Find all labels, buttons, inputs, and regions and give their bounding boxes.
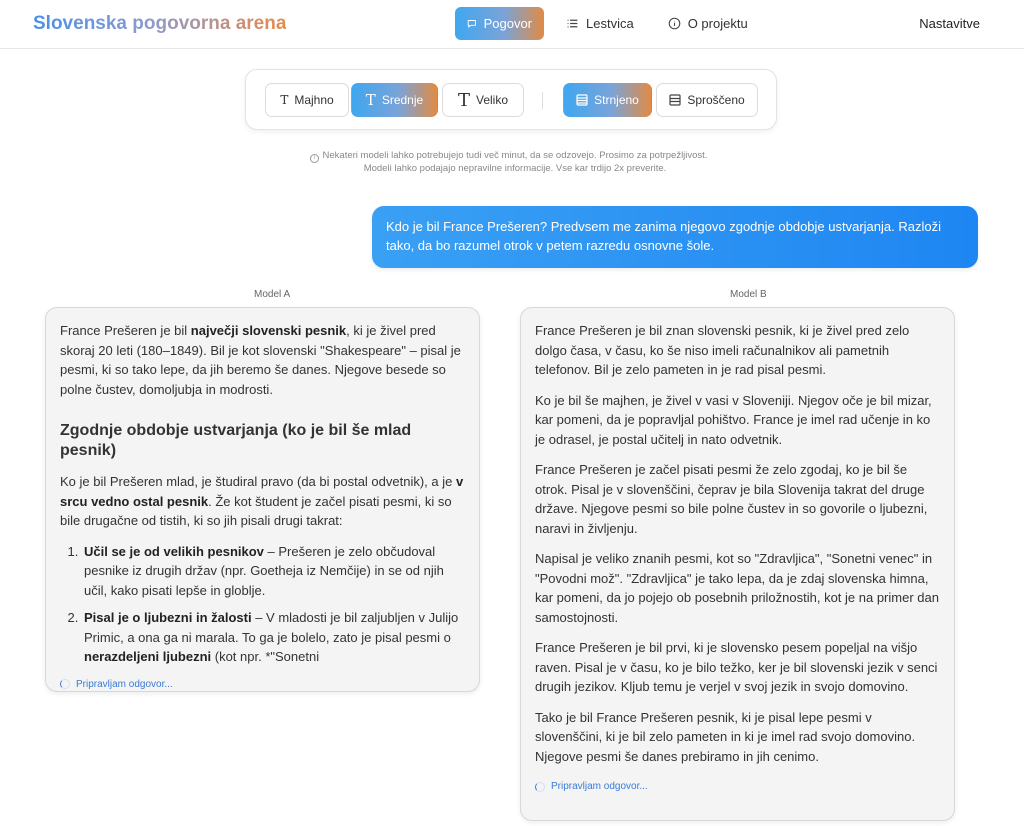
spinner-icon: [60, 679, 70, 689]
model-a-response-card: [45, 307, 480, 692]
text-size-icon: T: [457, 89, 470, 111]
response-paragraph: France Prešeren je bil prvi, ki je slovensko pesem popeljal na višjo raven. Pisal je v času, ko je bilo težko, ker je bil slovenski jezik v senci drugih jezikov. Kljub temu je verjel v svoj jezik in svojo domovino.: [535, 640, 938, 694]
response-paragraph: Napisal je veliko znanih pesmi, kot so "Zdravljica", "Sonetni venec" in "Povodni mož". "Zdravljica" je tako lepa, da je zdaj slovenska himna, kar pomeni, da jo pojejo ob posebnih priložnostih, kot je na primer dan samostojnosti.: [535, 551, 939, 625]
nav-tab-label: Pogovor: [483, 16, 532, 31]
chat-icon: [467, 17, 477, 30]
text-span: – V mladosti je bil zaljubljen v Julijo Primic, a ona ga ni marala. To ga je bolelo, zato je pisal pesmi o: [84, 610, 459, 645]
loading-indicator: [535, 777, 940, 797]
text-span: – Prešeren je zelo občudoval pesnike iz drugih držav (npr. Goetheja iz Nemčije) in se od njih učil, kako pisati lepše in globlje.: [84, 543, 444, 598]
main-nav: [455, 7, 770, 40]
list-icon: [566, 17, 579, 30]
model-b-response-card: [520, 307, 955, 821]
nav-tab-lestvica[interactable]: [554, 7, 646, 40]
model-b-label: Model B: [730, 289, 767, 300]
layout-compact-button[interactable]: [563, 83, 652, 117]
info-icon: [668, 17, 681, 30]
text-span: , ki je živel pred skoraj 20 leti (180–1849). Bil je kot slovenski "Shakespeare" – pisal je pesmi, ki so tako lepe, da jih beremo še danes. Njegove besede so polne čustev, domoljubja in modrosti.: [60, 323, 461, 397]
user-message-bubble: Kdo je bil France Prešeren? Predvsem me zanima njegovo zgodnje obdobje ustvarjanja. Razloži tako, da bo razumel otrok v petem razredu osnovne šole.: [372, 206, 978, 268]
text-size-icon: T: [365, 91, 376, 109]
response-paragraph: Ko je bil še majhen, je živel v vasi v Sloveniji. Njegov oče je bil mizar, kar pomeni, da je popravljal pohištvo. France je imel rad učenje in ko je odrasel, je postal učitelj in nato odvetnik.: [535, 392, 932, 447]
response-heading: Zgodnje obdobje ustvarjanja (ko je bil še mlad pesnik): [60, 422, 412, 459]
option-label: Sproščeno: [687, 93, 745, 107]
layout-compact-icon: [576, 94, 588, 106]
response-paragraph: France Prešeren je bil znan slovenski pesnik, ki je živel pred zelo dolgo časa, v času, ko še niso imeli računalnikov ali pametnih telefonov. Bil je zelo pameten in je rad pisal pesmi.: [535, 323, 910, 377]
info-icon: i: [310, 154, 319, 163]
text-span: France Prešeren je bil: [60, 323, 191, 338]
nav-tab-o-projektu[interactable]: [656, 7, 760, 40]
notice-text: Nekateri modeli lahko potrebujejo tudi več minut, da se odzovejo. Prosimo za potrpežljivost. Modeli lahko podajajo nepravilne informacije. Vse kar trdijo 2x preverite.: [322, 150, 708, 174]
bold-text: Pisal je o ljubezni in žalosti: [84, 610, 252, 625]
layout-relaxed-button[interactable]: [656, 83, 758, 117]
nav-tab-pogovor[interactable]: [455, 7, 544, 40]
display-options-bar: [245, 69, 777, 130]
text-span: . Že kot študent je začel pisati pesmi, ki so bile drugačne od tistih, ki so jih pisali drugi takrat:: [60, 493, 452, 528]
nav-tab-label: O projektu: [687, 16, 748, 31]
bold-text: Učil se je od velikih pesnikov: [84, 543, 264, 559]
list-item: [82, 608, 465, 667]
loading-text: Pripravljam odgovor...: [551, 781, 648, 792]
list-item: [82, 542, 465, 601]
options-divider: [542, 92, 543, 109]
text-span: Ko je bil Prešeren mlad, je študiral pravo (da bi postal odvetnik), a je: [60, 474, 456, 489]
bold-text: nerazdeljeni ljubezni: [84, 649, 212, 664]
patience-notice: [310, 149, 720, 175]
model-a-label: Model A: [254, 289, 291, 300]
layout-relaxed-icon: [669, 94, 681, 106]
option-label: Majhno: [294, 93, 334, 107]
option-label: Veliko: [475, 93, 509, 107]
bold-text: v srcu vedno ostal pesnik: [60, 474, 464, 509]
response-paragraph: France Prešeren je začel pisati pesmi že zelo zgodaj, ko je bil še otrok. Pisal je v slovenščini, čeprav je bila Slovenija takrat del druge države. Njegove pesmi so bile polne čustev in so govorile o ljubezni, naravi in življenju.: [535, 462, 928, 536]
response-list: [60, 542, 465, 667]
size-small-button[interactable]: [265, 83, 349, 117]
option-label: Strnjeno: [594, 93, 639, 107]
bold-text: največji slovenski pesnik: [190, 323, 347, 338]
settings-link[interactable]: Nastavitve: [919, 16, 980, 31]
response-paragraph: [60, 321, 465, 399]
top-navbar: [0, 0, 1024, 49]
nav-tab-label: Lestvica: [586, 16, 634, 31]
spinner-icon: [535, 782, 545, 792]
loading-text: Pripravljam odgovor...: [76, 678, 173, 690]
app-title[interactable]: Slovenska pogovorna arena: [33, 13, 287, 34]
text-span: (kot npr. *"Sonetni: [211, 649, 320, 664]
text-size-icon: T: [280, 93, 289, 107]
loading-indicator: [60, 675, 465, 693]
size-large-button[interactable]: [442, 83, 524, 117]
response-paragraph: [60, 472, 465, 531]
option-label: Srednje: [381, 93, 424, 107]
size-medium-button[interactable]: [351, 83, 438, 117]
response-paragraph: Tako je bil France Prešeren pesnik, ki je pisal lepe pesmi v slovenščini, ki je bil zelo pameten in ki je imel rad svojo domovino. Njegove pesmi še danes prebiramo in jih cenimo.: [535, 709, 916, 764]
